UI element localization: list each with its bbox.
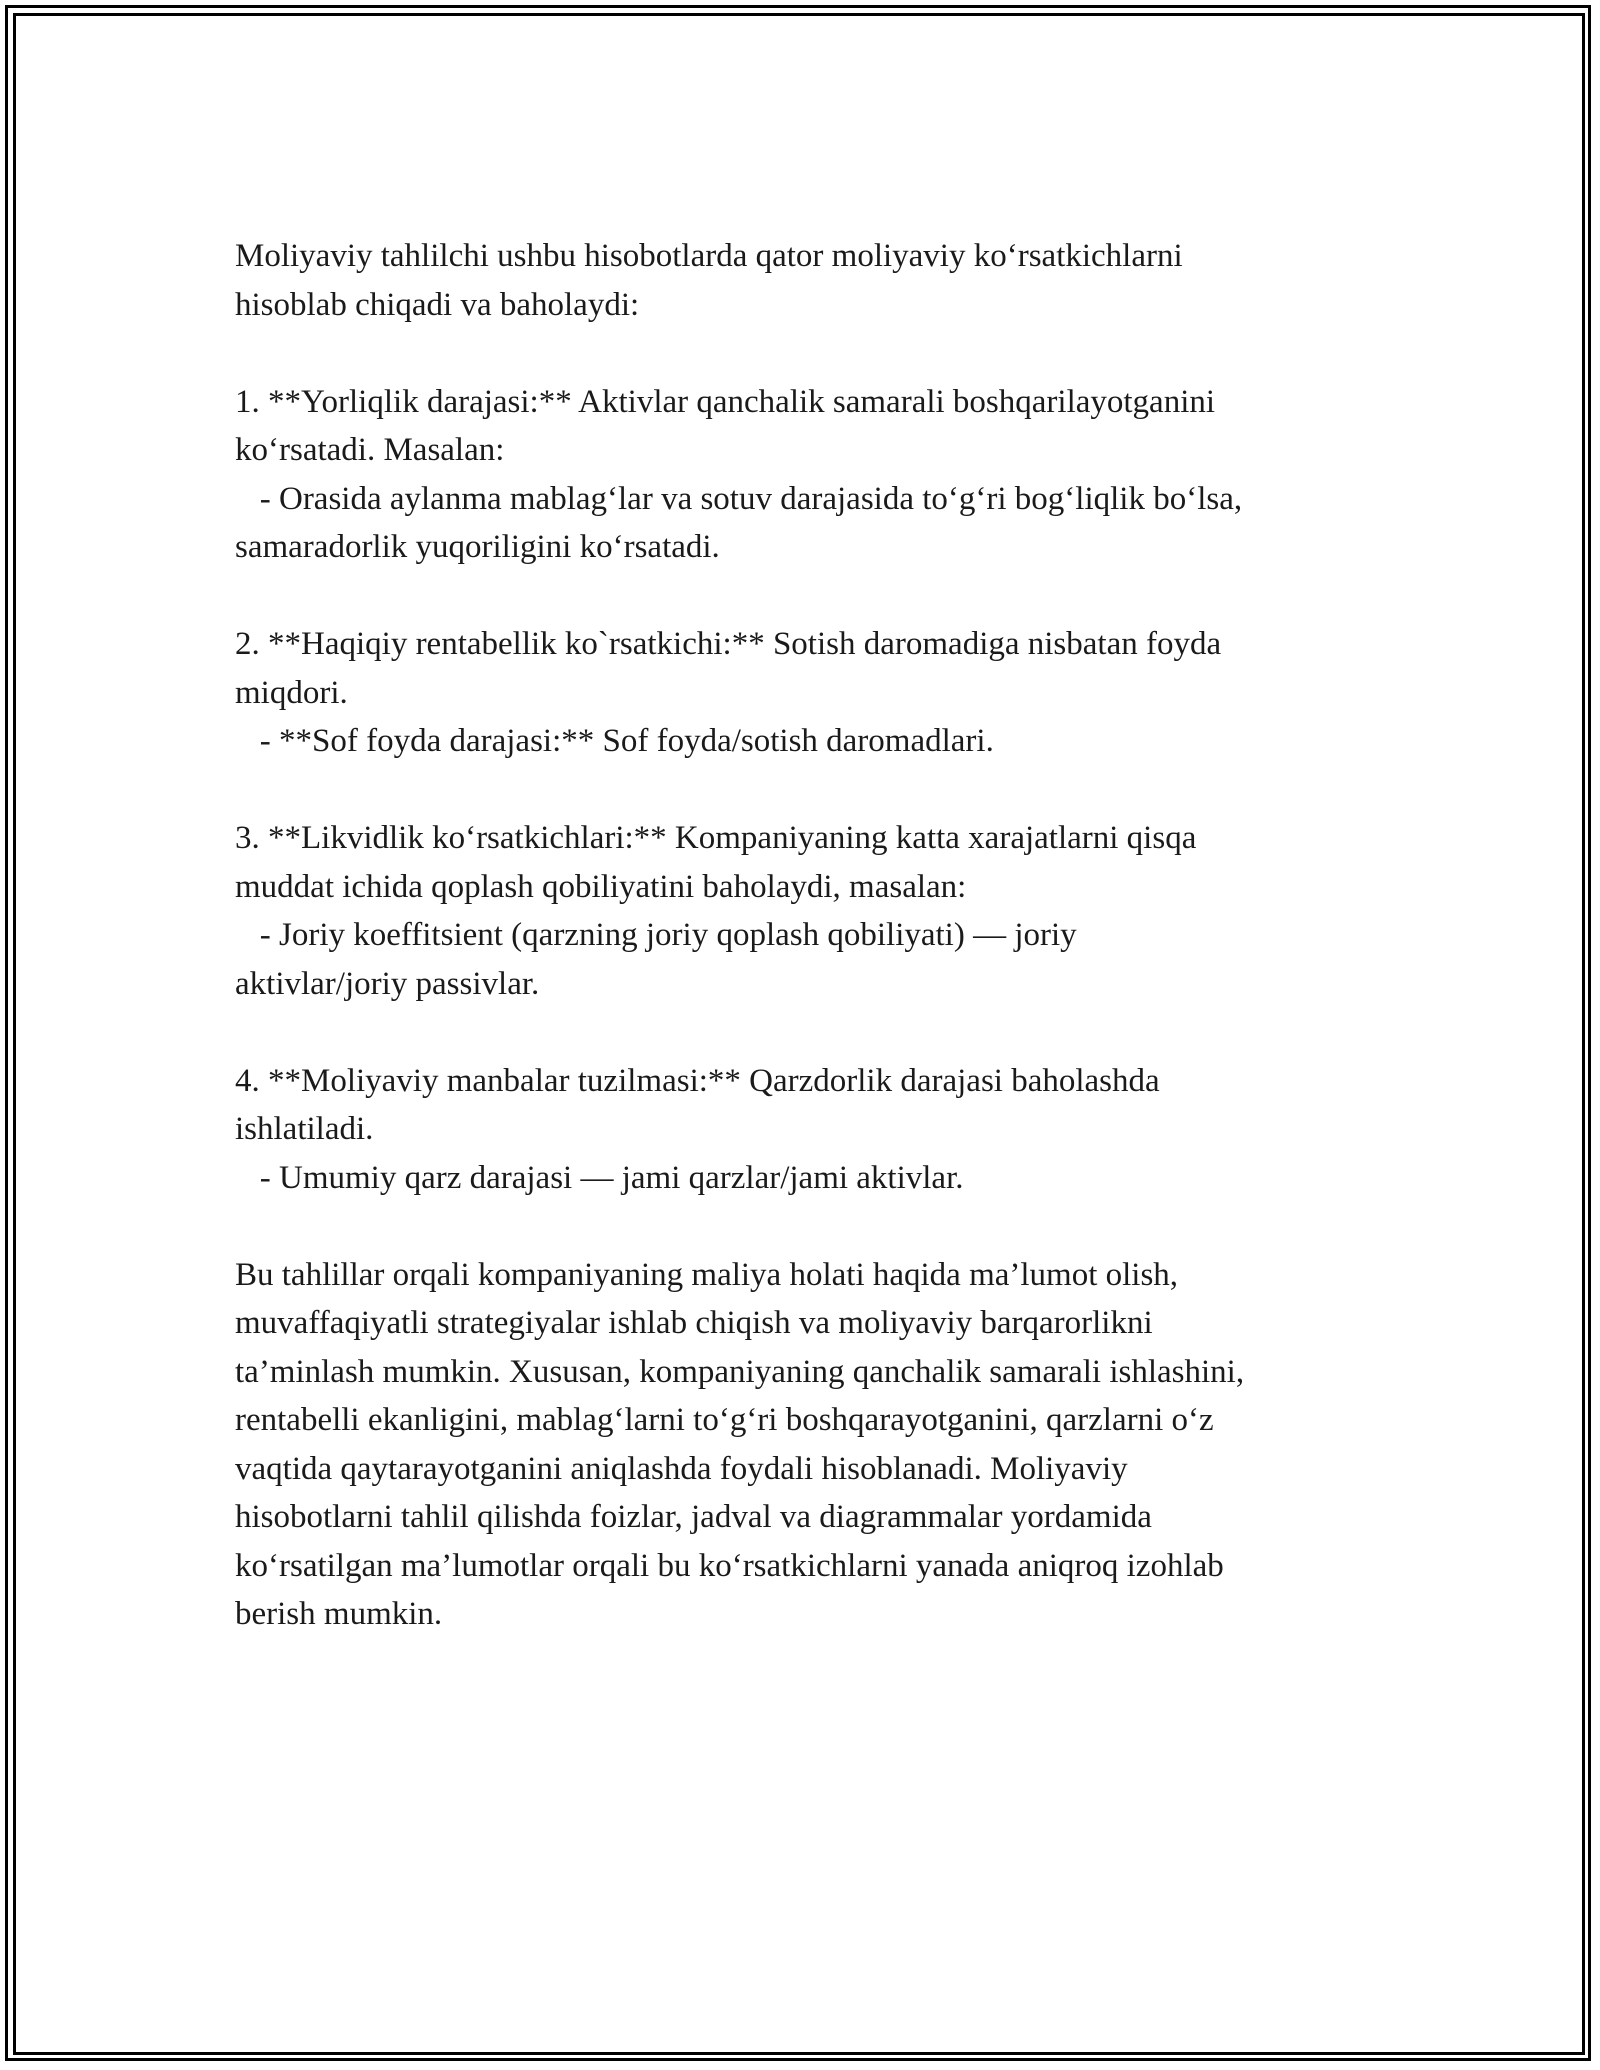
text-line: - Joriy koeffitsient (qarzning joriy qoplash qobiliyati) — joriy bbox=[235, 917, 1077, 953]
text-line: muvaffaqiyatli strategiyalar ishlab chiqish va moliyaviy barqarorlikni bbox=[235, 1305, 1153, 1341]
document-body bbox=[235, 232, 1385, 1639]
text-line: ishlatiladi. bbox=[235, 1111, 374, 1147]
text-line: 4. **Moliyaviy manbalar tuzilmasi:** Qarzdorlik darajasi baholashda bbox=[235, 1062, 1160, 1099]
text-line: 3. **Likvidlik ko‘rsatkichlari:** Kompaniyaning katta xarajatlarni qisqa bbox=[235, 820, 1197, 856]
text-line: muddat ichida qoplash qobiliyatini baholaydi, masalan: bbox=[235, 868, 967, 905]
text-line: hisoblab chiqadi va baholaydi: bbox=[235, 286, 640, 323]
text-line: miqdori. bbox=[235, 674, 348, 711]
text-line: Bu tahlillar orqali kompaniyaning maliya holati haqida ma’lumot olish, bbox=[235, 1256, 1179, 1293]
text-line: Moliyaviy tahlilchi ushbu hisobotlarda qator moliyaviy ko‘rsatkichlarni bbox=[235, 238, 1183, 274]
blank-line bbox=[235, 766, 1385, 815]
text-line: - Umumiy qarz darajasi — jami qarzlar/jami aktivlar. bbox=[235, 1159, 964, 1196]
text-line: hisobotlarni tahlil qilishda foizlar, jadval va diagrammalar yordamida bbox=[235, 1499, 1152, 1535]
text-line: aktivlar/joriy passivlar. bbox=[235, 965, 540, 1002]
text-line: vaqtida qaytarayotganini aniqlashda foydali hisoblanadi. Moliyaviy bbox=[235, 1450, 1128, 1487]
blank-line bbox=[235, 329, 1385, 378]
text-line: - **Sof foyda darajasi:** Sof foyda/sotish daromadlari. bbox=[235, 723, 994, 759]
text-line: - Orasida aylanma mablag‘lar va sotuv darajasida to‘g‘ri bog‘liqlik bo‘lsa, bbox=[235, 480, 1243, 517]
blank-line bbox=[235, 572, 1385, 621]
text-line: 1. **Yorliqlik darajasi:** Aktivlar qanchalik samarali boshqarilayotganini bbox=[235, 383, 1216, 420]
text-line: 2. **Haqiqiy rentabellik ko`rsatkichi:** Sotish daromadiga nisbatan foyda bbox=[235, 626, 1222, 662]
text-line: samaradorlik yuqoriligini ko‘rsatadi. bbox=[235, 529, 720, 565]
text-line: berish mumkin. bbox=[235, 1596, 443, 1632]
text-line: ta’minlash mumkin. Xususan, kompaniyaning qanchalik samarali ishlashini, bbox=[235, 1353, 1245, 1390]
blank-line bbox=[235, 1202, 1385, 1251]
blank-line bbox=[235, 1008, 1385, 1057]
text-line: ko‘rsatilgan ma’lumotlar orqali bu ko‘rsatkichlarni yanada aniqroq izohlab bbox=[235, 1547, 1224, 1584]
text-line: rentabelli ekanligini, mablag‘larni to‘g‘ri boshqarayotganini, qarzlarni o‘z bbox=[235, 1402, 1214, 1438]
text-line: ko‘rsatadi. Masalan: bbox=[235, 432, 505, 468]
